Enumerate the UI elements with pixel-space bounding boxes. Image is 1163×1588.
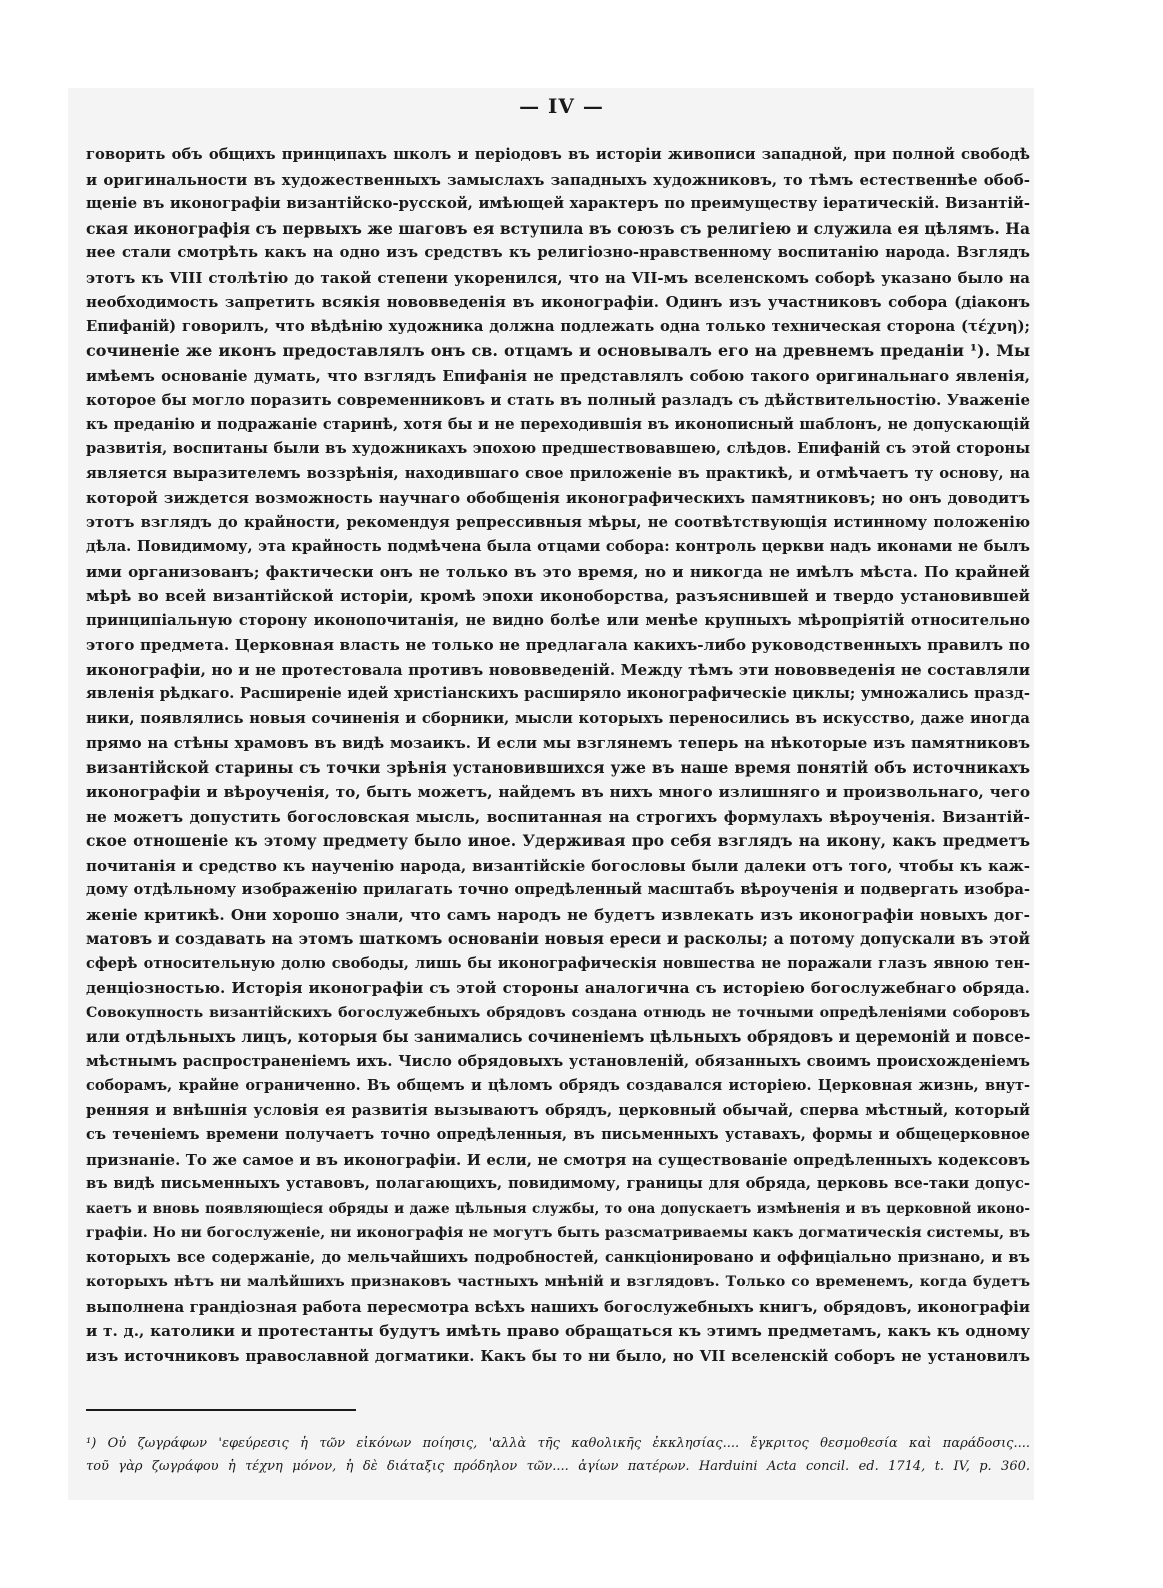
- text-line: матовъ и создавать на этомъ шаткомъ основаніи новыя ереси и расколы; а потому допускали въ этой: [86, 929, 1030, 948]
- text-line: выполнена грандіозная работа пересмотра всѣхъ нашихъ богослужебныхъ книгъ, обрядовъ, иконографіи: [86, 1297, 1030, 1316]
- text-line: денціозностью. Исторія иконографіи съ этой стороны аналогична съ исторіею богослужебнаго обряда.: [86, 979, 1030, 997]
- text-line: и т. д., католики и протестанты будутъ имѣть право обращаться къ этимъ предметамъ, какъ къ одному: [86, 1322, 1030, 1340]
- text-line: иконографіи, но и не протестовала противъ нововведеній. Между тѣмъ эти нововведенія не составляли: [86, 660, 1030, 679]
- text-line: этотъ взглядъ до крайности, рекомендуя репрессивныя мѣры, не соотвѣтствующія истинному положенію: [86, 513, 1030, 531]
- text-line: Совокупность византійскихъ богослужебныхъ обрядовъ создана отнюдь не точными опредѣленіями соборовъ: [86, 1004, 1030, 1021]
- text-line: этого предмета. Церковная власть не только не предлагала какихъ-либо руководственныхъ правилъ по: [86, 636, 1030, 654]
- text-line: ники, появлялись новыя сочиненія и сборники, мысли которыхъ переносились въ искусство, даже иногда: [86, 709, 1030, 727]
- text-line: которыхъ все содержаніе, до мельчайшихъ подробностей, санкціонировано и оффиціально признано, и въ: [86, 1248, 1030, 1266]
- text-line: Епифаній) говорилъ, что вѣдѣнію художника должна подлежать одна только техническая сторона (τέχνη);: [86, 317, 1030, 335]
- text-line: необходимость запретить всякія нововведенія въ иконографіи. Одинъ изъ участниковъ собора (діаконъ: [86, 293, 1030, 311]
- text-line: этотъ къ VIII столѣтію до такой степени укоренился, что на VII-мъ вселенскомъ соборѣ указано было на: [86, 268, 1030, 287]
- text-line: сочиненіе же иконъ предоставлялъ онъ св. отцамъ и основывалъ его на древнемъ преданіи ¹). Мы: [86, 341, 1030, 360]
- text-line: является выразителемъ воззрѣнія, находившаго свое приложеніе въ практикѣ, и отмѣчаетъ ту основу, на: [86, 464, 1030, 482]
- text-line: развитія, воспитаны были въ художникахъ эпохою предшествовавшею, слѣдов. Епифаній съ этой стороны: [86, 440, 1030, 457]
- text-line: графіи. Но ни богослуженіе, ни иконографія не могутъ быть разсматриваемы какъ догматическія системы, въ: [86, 1225, 1030, 1241]
- text-line: женіе критикѣ. Они хорошо знали, что самъ народъ не будетъ извлекать изъ иконографіи новыхъ дог-: [86, 905, 1030, 924]
- text-line: дѣла. Повидимому, эта крайность подмѣчена была отцами собора: контроль церкви надъ иконами не былъ: [86, 538, 1030, 555]
- text-line: которое бы могло поразить современниковъ и стать въ полный разладъ съ дѣйствительностію. Уваженіе: [86, 391, 1030, 409]
- text-line: признаніе. То же самое и въ иконографіи. И если, не смотря на существованіе опредѣленныхъ кодексовъ: [86, 1150, 1030, 1169]
- footnote-block: [86, 1432, 1030, 1478]
- footnote-line: ¹) Οὐ ζωγράφων 'εφεύρεσις ἡ τῶν εἰκόνων ποίησις, 'αλλὰ τῆς καθολικῆς ἐκκλησίας.... ἔγκριτος θεσμοθεσία καὶ παράδοσις....: [86, 1436, 1030, 1451]
- text-line: изъ источниковъ православной догматики. Какъ бы то ни было, но VII вселенскій соборъ не установилъ: [86, 1346, 1030, 1365]
- text-line: которой зиждется возможность научнаго обобщенія иконографическихъ памятниковъ; но онъ доводитъ: [86, 489, 1030, 507]
- text-line: иконографіи и вѣроученія, то, быть можетъ, найдемъ въ нихъ много излишняго и произвольнаго, чего: [86, 783, 1030, 801]
- text-line: явленія рѣдкаго. Расширеніе идей христіанскихъ расширяло иконографическіе циклы; умножались празд-: [86, 685, 1030, 702]
- text-line: которыхъ нѣтъ ни малѣйшихъ признаковъ частныхъ мнѣній и взглядовъ. Только со временемъ, когда будетъ: [86, 1274, 1030, 1290]
- text-line: почитанія и средство къ наученію народа, византійскіе богословы были далеки отъ того, чтобы къ каж-: [86, 856, 1030, 875]
- text-line: или отдѣльныхъ лицъ, которыя бы занимались сочиненіемъ цѣльныхъ обрядовъ и церемоній и повсе-: [86, 1027, 1030, 1046]
- footnote-separator: [86, 1409, 356, 1411]
- text-line: сферѣ относительную долю свободы, лишь бы иконографическія новшества не поражали глазъ явною тен-: [86, 954, 1030, 972]
- page-number-header: — IV —: [519, 94, 604, 118]
- main-text-block: [86, 143, 1030, 1368]
- footnote-line: τοῦ γὰρ ζωγράφου ἡ τέχνη μόνον, ἡ δὲ διάταξις πρόδηλον τῶν.... ἁγίων πατέρων. Harduini Acta concil. ed. 1714, t. IV, p. 360.: [86, 1459, 1030, 1474]
- text-line: говорить объ общихъ принципахъ школъ и періодовъ въ исторіи живописи западной, при полной свободѣ: [86, 146, 1030, 163]
- text-line: каетъ и вновь появляющіеся обряды и даже цѣльныя службы, то она допускаетъ измѣненія и въ церковной иконо-: [86, 1200, 1030, 1217]
- text-line: и оригинальности въ художественныхъ замыслахъ западныхъ художниковъ, то тѣмъ естественнѣе обоб-: [86, 170, 1030, 189]
- text-line: принципіальную сторону иконопочитанія, не видно болѣе или менѣе крупныхъ мѣропріятій относительно: [86, 611, 1030, 629]
- text-line: къ преданію и подражаніе старинѣ, хотя бы и не переходившія въ иконописный шаблонъ, не допускающій: [86, 415, 1030, 433]
- text-line: ренняя и внѣшнія условія ея развитія вызываютъ обрядъ, церковный обычай, сперва мѣстный, который: [86, 1101, 1030, 1119]
- text-line: ими организованъ; фактически онъ не только въ это время, но и никогда не имѣлъ мѣста. По крайней: [86, 562, 1030, 581]
- text-line: нее стали смотрѣть какъ на одно изъ средствъ къ религіозно-нравственному воспитанію народа. Взглядъ: [86, 244, 1030, 261]
- text-line: мѣрѣ во всей византійской исторіи, кромѣ эпохи иконоборства, разъяснившей и твердо установившей: [86, 587, 1030, 605]
- text-line: щеніе въ иконографіи византійско-русской, имѣющей характеръ по преимуществу іератическій. Византій-: [86, 195, 1030, 212]
- text-line: ская иконографія съ первыхъ же шаговъ ея вступила въ союзъ съ религіею и служила ея цѣлямъ. На: [86, 218, 1030, 238]
- text-line: соборамъ, крайне ограниченно. Въ общемъ и цѣломъ обрядъ создавался исторіею. Церковная жизнь, внут-: [86, 1077, 1030, 1094]
- text-line: въ видѣ письменныхъ уставовъ, полагающихъ, повидимому, границы для обряда, церковь все-таки допус-: [86, 1175, 1030, 1192]
- text-line: византійской старины съ точки зрѣнія установившихся уже въ наше время понятій объ источникахъ: [86, 757, 1030, 777]
- text-line: съ теченіемъ времени получаетъ точно опредѣленныя, въ письменныхъ уставахъ, формы и общецерковное: [86, 1126, 1030, 1143]
- text-line: ское отношеніе къ этому предмету было иное. Удерживая про себя взглядъ на икону, какъ предметъ: [86, 831, 1030, 850]
- text-line: не можетъ допустить богословская мысль, воспитанная на строгихъ формулахъ вѣроученія. Византій-: [86, 807, 1030, 826]
- text-line: мѣстнымъ распространеніемъ ихъ. Число обрядовыхъ установленій, обязанныхъ своимъ происхожденіемъ: [86, 1052, 1030, 1070]
- text-line: имѣемъ основаніе думать, что взглядъ Епифанія не представлялъ собою такого оригинальнаго явленія,: [86, 366, 1030, 385]
- text-line: прямо на стѣны храмовъ въ видѣ мозаикъ. И если мы взглянемъ теперь на нѣкоторые изъ памятниковъ: [86, 734, 1030, 752]
- text-line: дому отдѣльному изображенію прилагать точно опредѣленный масштабъ вѣроученія и подвергать изобра-: [86, 881, 1030, 898]
